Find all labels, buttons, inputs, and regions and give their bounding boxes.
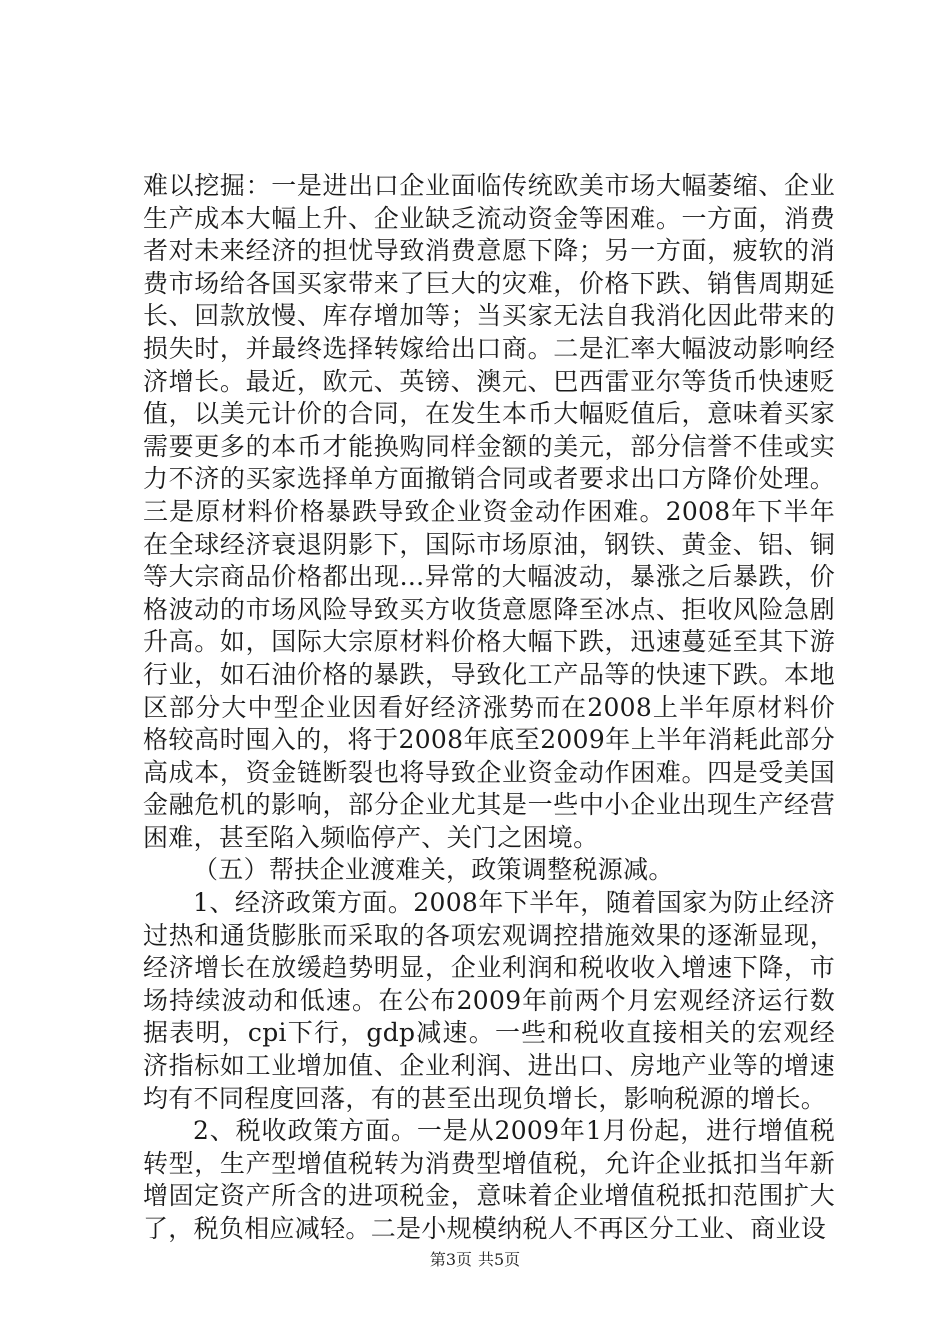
page-number: 第3页 [429, 1250, 472, 1269]
paragraph-tax-policy: 2、税收政策方面。一是从2009年1月份起，进行增值税转型，生产型增值税转为消费型增值税，允许企业抵扣当年新增固定资产所含的进项税金，意味着企业增值税抵扣范围扩大了，税负相应减轻。二是小规模纳税人不再区分工业、商业设 [143, 1116, 835, 1243]
paragraph-continuation: 难以挖掘：一是进出口企业面临传统欧美市场大幅萎缩、企业生产成本大幅上升、企业缺乏流动资金等困难。一方面，消费者对未来经济的担忧导致消费意愿下降；另一方面，疲软的消费市场给各国买家带来了巨大的灾难，价格下跌、销售周期延长、回款放慢、库存增加等；当买家无法自我消化因此带来的损失时，并最终选择转嫁给出口商。二是汇率大幅波动影响经济增长。最近，欧元、英镑、澳元、巴西雷亚尔等货币快速贬值，以美元计价的合同，在发生本币大幅贬值后，意味着买家需要更多的本币才能换购同样金额的美元，部分信誉不佳或实力不济的买家选择单方面撤销合同或者要求出口方降价处理。三是原材料价格暴跌导致企业资金动作困难。2008年下半年在全球经济衰退阴影下，国际市场原油，钢铁、黄金、铝、铜等大宗商品价格都出现...异常的大幅波动，暴涨之后暴跌，价格波动的市场风险导致买方收货意愿降至冰点、拒收风险急剧升高。如，国际大宗原材料价格大幅下跌，迅速蔓延至其下游行业，如石油价格的暴跌，导致化工产品等的快速下跌。本地区部分大中型企业因看好经济涨势而在2008上半年原材料价格较高时囤入的，将于2008年底至2009年上半年消耗此部分高成本，资金链断裂也将导致企业资金动作困难。四是受美国金融危机的影响，部分企业尤其是一些中小企业出现生产经营困难，甚至陷入频临停产、关门之困境。 [143, 171, 835, 852]
page-footer [0, 1247, 950, 1270]
paragraph-economic-policy: 1、经济政策方面。2008年下半年，随着国家为防止经济过热和通货膨胀而采取的各项宏观调控措施效果的逐渐显现，经济增长在放缓趋势明显，企业利润和税收收入增速下降，市场持续波动和低速。在公布2009年前两个月宏观经济运行数据表明，cpi下行，gdp减速。一些和税收直接相关的宏观经济指标如工业增加值、企业利润、进出口、房地产业等的增速均有不同程度回落，有的甚至出现负增长，影响税源的增长。 [143, 888, 835, 1113]
document-body [143, 170, 835, 1246]
page-total: 共5页 [478, 1250, 521, 1269]
section-heading: （五）帮扶企业渡难关，政策调整税源减。 [193, 855, 674, 885]
